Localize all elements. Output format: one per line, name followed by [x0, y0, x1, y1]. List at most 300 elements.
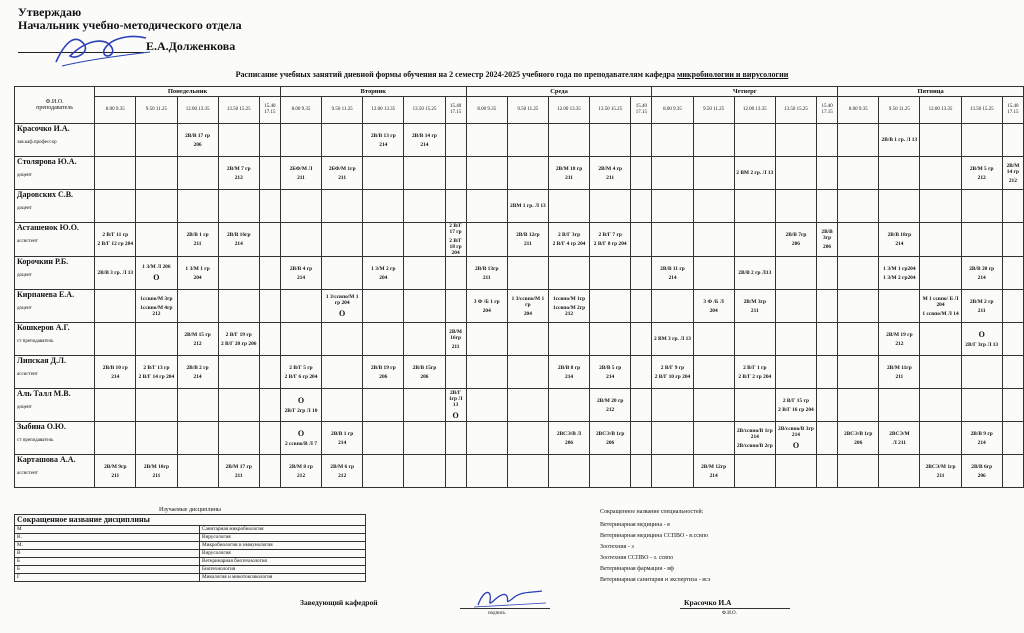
discipline-name: Вирусология — [200, 534, 366, 542]
schedule-cell — [879, 323, 920, 356]
schedule-cell — [404, 356, 445, 389]
schedule-cell — [652, 124, 693, 157]
lesson-entry: 2 В/Г 14 гр 204 — [138, 373, 175, 380]
schedule-cell — [548, 323, 589, 356]
schedule-cell — [445, 389, 466, 422]
disciplines-header: Сокращенное название дисциплины — [15, 515, 366, 526]
schedule-cell — [445, 422, 466, 455]
schedule-cell — [322, 389, 363, 422]
schedule-cell — [280, 124, 321, 157]
lesson-entry: 206 — [791, 241, 800, 247]
discipline-code: Г — [15, 574, 200, 582]
approval-position: Начальник учебно-методического отдела — [18, 18, 242, 32]
lesson-entry: 211 — [895, 373, 904, 380]
lesson-entry: 2В/М 15 гр — [184, 331, 211, 338]
schedule-cell — [218, 157, 259, 190]
specialty-item: Ветеринарная фармация - вф — [600, 566, 674, 572]
lesson-entry: 2 В/Г 2 гр 204 — [738, 373, 772, 380]
time-slot-header: 8.00 9.35 — [838, 97, 879, 124]
teacher-row — [15, 190, 1024, 223]
lesson-entry: 1 З/ссвпо/М 1 гр 204 — [325, 294, 359, 306]
schedule-cell — [652, 157, 693, 190]
schedule-cell — [280, 257, 321, 290]
lesson-entry: 2ВСЭ/В 1гр — [844, 430, 873, 437]
schedule-cell — [590, 124, 631, 157]
discipline-code: М. — [15, 542, 200, 550]
schedule-cell — [838, 455, 879, 488]
lesson-entry: 2В/В 3гр — [821, 229, 833, 241]
schedule-cell — [879, 157, 920, 190]
schedule-cell — [652, 455, 693, 488]
schedule-cell — [734, 257, 775, 290]
schedule-cell — [280, 356, 321, 389]
teacher-position: ассистент — [17, 471, 38, 476]
schedule-cell — [817, 455, 838, 488]
schedule-cell — [404, 323, 445, 356]
discipline-name: Санитарная микробиология — [200, 526, 366, 534]
lesson-entry: 2 В/Г 6 гр 204 — [284, 373, 318, 380]
lesson-entry: 2В/М 3гр — [743, 298, 766, 305]
lesson-entry: 214 — [338, 439, 347, 446]
schedule-cell — [548, 190, 589, 223]
lesson-entry: 206 — [977, 472, 986, 479]
teacher-position: доцент — [17, 306, 32, 311]
lesson-entry: 2В/Г 1гр Л 13 — [448, 390, 463, 408]
schedule-cell — [136, 223, 177, 257]
schedule-cell — [961, 356, 1002, 389]
lesson-entry: 2В/В 14 гр — [411, 132, 437, 139]
day-header: Четверг — [652, 87, 838, 97]
lesson-entry: 214 — [606, 373, 615, 380]
approval-block — [18, 5, 242, 53]
schedule-cell — [259, 455, 280, 488]
schedule-cell — [177, 356, 218, 389]
schedule-cell — [631, 223, 652, 257]
schedule-cell — [920, 422, 961, 455]
lesson-entry: 1ссвпо/М 2гр 212 — [552, 304, 586, 317]
schedule-cell — [652, 223, 693, 257]
schedule-cell — [466, 422, 507, 455]
schedule-cell — [961, 223, 1002, 257]
schedule-cell — [920, 356, 961, 389]
schedule-cell — [1002, 290, 1023, 323]
schedule-cell — [631, 257, 652, 290]
schedule-cell — [775, 356, 816, 389]
schedule-cell — [590, 323, 631, 356]
lesson-entry: 2В/М 10гр — [143, 463, 169, 470]
lesson-entry: 2 ВМ 2 гр. Л 13 — [736, 170, 774, 176]
lesson-entry: 2В/М 12гр — [701, 463, 727, 470]
lesson-entry: 2 В/Г 17 гр — [449, 223, 462, 235]
head-name: Красочко И.А — [684, 598, 732, 607]
lesson-entry: 2В/В 17 гр — [185, 132, 211, 139]
schedule-cell — [280, 389, 321, 422]
schedule-cell — [631, 190, 652, 223]
schedule-cell — [817, 389, 838, 422]
lesson-entry: 2В/М 2 гр — [969, 298, 994, 305]
lesson-entry: 2 В/Г 1 гр — [743, 364, 767, 371]
schedule-cell — [218, 290, 259, 323]
lesson-entry: 2 ВМ 3 гр. Л 13 — [653, 336, 691, 342]
lesson-entry: 2 В/Г 10 гр 204 — [654, 373, 691, 380]
schedule-title: Расписание учебных занятий дневной формы обучения на 2 семестр 2024-2025 учебного года по преподавателям кафедра микробиологии и вирусологии — [235, 70, 789, 79]
schedule-cell — [259, 290, 280, 323]
schedule-cell — [920, 157, 961, 190]
schedule-cell — [734, 422, 775, 455]
lesson-entry: 211 — [977, 307, 986, 314]
lesson-entry: 214 — [668, 274, 677, 281]
schedule-cell — [548, 223, 589, 257]
lesson-entry: 2В/В 10 гр — [102, 364, 128, 371]
teacher-row — [15, 455, 1024, 488]
schedule-cell — [879, 290, 920, 323]
lesson-entry: 204 — [523, 310, 532, 317]
schedule-cell — [322, 323, 363, 356]
schedule-cell — [693, 223, 734, 257]
lesson-entry: 206 — [379, 373, 388, 380]
schedule-cell — [363, 190, 404, 223]
teacher-name-cell — [15, 389, 95, 422]
lesson-entry: 211 — [193, 241, 202, 247]
schedule-cell — [693, 323, 734, 356]
approval-title: Утверждаю — [18, 5, 82, 19]
schedule-cell — [95, 389, 136, 422]
fio-label: Ф.И.О. — [45, 99, 64, 105]
schedule-cell — [1002, 455, 1023, 488]
specialty-item: Ветеринарная медицина - в — [600, 522, 670, 528]
lesson-entry: 2БФ/М Л — [289, 165, 313, 172]
lesson-entry: 2 В/Г 16 гр 204 — [778, 406, 814, 413]
schedule-cell — [817, 323, 838, 356]
signature-mark-icon — [470, 585, 550, 611]
schedule-cell — [322, 455, 363, 488]
schedule-cell — [693, 190, 734, 223]
schedule-cell — [734, 223, 775, 257]
lesson-entry: 2В/М 11гр — [886, 364, 912, 371]
discipline-code: В — [15, 550, 200, 558]
schedule-cell — [95, 356, 136, 389]
lesson-entry: 211 — [111, 472, 120, 479]
discipline-code: Б — [15, 566, 200, 574]
schedule-cell — [775, 257, 816, 290]
lesson-entry: 211 — [482, 274, 491, 281]
specialty-item: Ветеринарная медицина ССПВО - в.ссвпо — [600, 533, 708, 539]
schedule-cell — [590, 422, 631, 455]
schedule-cell — [775, 422, 816, 455]
schedule-cell — [590, 356, 631, 389]
schedule-cell — [817, 257, 838, 290]
time-slot-header: 12.00 13.35 — [548, 97, 589, 124]
lesson-entry: 2В/М 6 гр — [330, 463, 354, 470]
schedule-cell — [693, 389, 734, 422]
schedule-cell — [259, 190, 280, 223]
schedule-cell — [95, 422, 136, 455]
circle-mark: О — [452, 411, 459, 420]
teacher-name: Асташенок Ю.О. — [17, 223, 79, 232]
schedule-cell — [961, 389, 1002, 422]
teacher-name: Карташова А.А. — [17, 455, 76, 464]
lesson-entry: 214 — [977, 274, 986, 281]
schedule-cell — [177, 455, 218, 488]
schedule-cell — [218, 389, 259, 422]
schedule-cell — [466, 290, 507, 323]
lesson-entry: 2 В/Г 4 гр 204 — [552, 241, 586, 247]
lesson-entry: 2В/В 20 гр — [969, 265, 995, 272]
schedule-cell — [445, 124, 466, 157]
schedule-cell — [817, 124, 838, 157]
schedule-cell — [363, 157, 404, 190]
schedule-cell — [920, 257, 961, 290]
schedule-cell — [322, 290, 363, 323]
schedule-cell — [734, 389, 775, 422]
schedule-cell — [177, 323, 218, 356]
schedule-cell — [817, 356, 838, 389]
head-of-department-label: Заведующий кафедрой — [300, 598, 378, 607]
schedule-cell — [322, 190, 363, 223]
schedule-cell — [961, 257, 1002, 290]
time-slot-header: 13.50 15.25 — [590, 97, 631, 124]
schedule-cell — [961, 124, 1002, 157]
time-slot-header: 8.00 9.35 — [466, 97, 507, 124]
schedule-cell — [177, 124, 218, 157]
schedule-cell — [961, 323, 1002, 356]
schedule-cell — [445, 190, 466, 223]
schedule-cell — [363, 290, 404, 323]
schedule-cell — [590, 257, 631, 290]
schedule-cell — [507, 389, 548, 422]
schedule-cell — [322, 257, 363, 290]
day-header: Вторник — [280, 87, 466, 97]
schedule-table — [14, 86, 1024, 488]
schedule-cell — [775, 190, 816, 223]
lesson-entry: 211 — [451, 343, 460, 350]
schedule-cell — [218, 257, 259, 290]
schedule-cell — [1002, 190, 1023, 223]
lesson-entry: 1 З/ссвпо/М 1 гр — [511, 295, 545, 308]
day-header: Пятница — [838, 87, 1024, 97]
lesson-entry: 2В/В 8 гр — [557, 364, 581, 371]
lesson-entry: 206 — [854, 439, 863, 446]
lesson-entry: 2В/В 13гр — [474, 265, 499, 272]
teacher-name: Даровских С.В. — [17, 190, 74, 199]
schedule-cell — [259, 257, 280, 290]
lesson-entry: 2 В/Г 13 гр — [143, 364, 170, 371]
schedule-cell — [879, 190, 920, 223]
lesson-entry: 2ВСЭ/М — [889, 430, 910, 437]
lesson-entry: 206 — [565, 439, 574, 446]
schedule-cell — [693, 422, 734, 455]
schedule-cell — [920, 124, 961, 157]
teacher-position: доцент — [17, 173, 32, 178]
lesson-entry: 214 — [193, 373, 202, 380]
schedule-cell — [1002, 389, 1023, 422]
lesson-entry: 2 В/Г 7 гр — [598, 232, 622, 238]
schedule-cell — [177, 223, 218, 257]
time-slot-header: 9.50 11.25 — [507, 97, 548, 124]
lesson-entry: 212 — [296, 472, 306, 479]
schedule-cell — [838, 257, 879, 290]
lesson-entry: 3 Ф /Б 1 гр — [473, 298, 500, 305]
lesson-entry: 2В/В 1 гр. Л 13 — [881, 137, 918, 143]
schedule-cell — [693, 455, 734, 488]
lesson-entry: 2 В/Г 9 гр — [660, 364, 685, 371]
teacher-name: Красочко И.А. — [17, 124, 70, 133]
schedule-cell — [838, 157, 879, 190]
lesson-entry: 1 З/М 1 гр204 — [883, 265, 916, 272]
schedule-cell — [775, 223, 816, 257]
discipline-code: В. — [15, 534, 200, 542]
teacher-name-cell — [15, 190, 95, 223]
schedule-cell — [1002, 323, 1023, 356]
teacher-name-cell — [15, 356, 95, 389]
schedule-cell — [466, 223, 507, 257]
schedule-cell — [1002, 257, 1023, 290]
lesson-entry: 2В/В 6гр — [971, 463, 993, 470]
time-slot-header: 13.50 15.25 — [961, 97, 1002, 124]
schedule-cell — [693, 257, 734, 290]
schedule-cell — [363, 323, 404, 356]
department-name: микробиологии и вирусологии — [676, 70, 789, 79]
schedule-cell — [838, 124, 879, 157]
lesson-entry: 212 — [895, 340, 904, 347]
schedule-cell — [838, 422, 879, 455]
schedule-cell — [218, 190, 259, 223]
schedule-cell — [95, 290, 136, 323]
teacher-name-cell — [15, 157, 95, 190]
disciplines-caption: Изучаемые дисциплины — [15, 507, 366, 515]
lesson-entry: 2В/ссвпо/В 1гр 214 — [736, 427, 773, 440]
teacher-name: Кошкеров А.Г. — [17, 323, 70, 332]
schedule-cell — [363, 223, 404, 257]
schedule-cell — [466, 190, 507, 223]
time-slot-header: 8.00 9.35 — [280, 97, 321, 124]
schedule-cell — [590, 455, 631, 488]
lesson-entry: 2В/В 11 гр — [660, 265, 685, 272]
schedule-cell — [548, 356, 589, 389]
schedule-cell — [363, 422, 404, 455]
schedule-cell — [507, 223, 548, 257]
schedule-cell — [775, 290, 816, 323]
schedule-cell — [259, 422, 280, 455]
lesson-entry: 206 — [193, 141, 202, 148]
teacher-row — [15, 124, 1024, 157]
schedule-cell — [507, 157, 548, 190]
schedule-cell — [631, 422, 652, 455]
schedule-cell — [136, 257, 177, 290]
schedule-cell — [879, 422, 920, 455]
time-slot-header: 9.50 11.25 — [693, 97, 734, 124]
schedule-cell — [817, 422, 838, 455]
time-slot-header: 8.00 9.35 — [652, 97, 693, 124]
teacher-position: доцент — [17, 273, 32, 278]
schedule-cell — [961, 422, 1002, 455]
schedule-cell — [322, 124, 363, 157]
schedule-cell — [136, 389, 177, 422]
schedule-cell — [879, 356, 920, 389]
schedule-cell — [95, 124, 136, 157]
discipline-name: Микробиология и иммунология — [200, 542, 366, 550]
lesson-entry: 2В/М 5 гр — [969, 165, 994, 172]
time-slot-header: 12.00 13.35 — [920, 97, 961, 124]
lesson-entry: 212 — [338, 472, 347, 479]
schedule-cell — [920, 455, 961, 488]
lesson-entry: М 1 ссвпо/ Б Л 204 — [922, 295, 959, 308]
teacher-name-cell — [15, 323, 95, 356]
schedule-cell — [404, 223, 445, 257]
teacher-row — [15, 290, 1024, 323]
signature-mark-icon — [46, 30, 156, 70]
schedule-cell — [838, 356, 879, 389]
schedule-cell — [445, 223, 466, 257]
schedule-cell — [879, 455, 920, 488]
lesson-entry: 204 — [709, 307, 718, 314]
schedule-cell — [590, 157, 631, 190]
schedule-cell — [631, 389, 652, 422]
schedule-cell — [259, 323, 280, 356]
specialty-item: Ветеринарная санитария и экспертиза - всэ — [600, 577, 711, 583]
schedule-cell — [259, 223, 280, 257]
lesson-entry: 2 В/Г 3гр — [558, 232, 581, 238]
teacher-position: доцент — [17, 405, 32, 410]
schedule-cell — [363, 124, 404, 157]
lesson-entry: 1 ссвпо/М Л 14 — [922, 310, 959, 317]
lesson-entry: 211 — [297, 174, 305, 181]
discipline-row — [15, 550, 366, 558]
lesson-entry: 2 В/Г 11 гр — [102, 232, 129, 238]
discipline-name: Вирусология — [200, 550, 366, 558]
schedule-cell — [1002, 422, 1023, 455]
schedule-cell — [920, 290, 961, 323]
schedule-cell — [920, 190, 961, 223]
schedule-cell — [466, 124, 507, 157]
lesson-entry: 2ВСЭ/В 1гр — [595, 430, 625, 437]
time-slot-header: 15.40 17.15 — [817, 97, 838, 124]
schedule-cell — [445, 257, 466, 290]
lesson-entry: 2ВСЭ/М 1гр — [925, 463, 956, 470]
lesson-entry: 2В/В 3 гр. Л 13 — [97, 270, 134, 276]
specialty-item: Зоотехния ССПВО - з. ссвпо — [600, 555, 674, 561]
lesson-entry: 2В/М 18 гр — [555, 165, 583, 172]
schedule-cell — [404, 455, 445, 488]
schedule-cell — [817, 223, 838, 257]
teacher-position: ст преподаватель — [17, 438, 54, 443]
lesson-entry: 2В/М 8 гр — [289, 463, 313, 470]
teacher-name: Зыбина О.Ю. — [17, 422, 66, 431]
lesson-entry: 206 — [606, 439, 615, 446]
lesson-entry: 211 — [234, 472, 243, 479]
schedule-cell — [404, 157, 445, 190]
schedule-cell — [177, 157, 218, 190]
schedule-cell — [259, 389, 280, 422]
lesson-entry: 2БФ/М 1гр — [328, 165, 356, 172]
schedule-cell — [548, 422, 589, 455]
lesson-entry: 2В/В 12гр — [516, 232, 540, 238]
teacher-name: Аль Талл М.В. — [17, 389, 71, 398]
time-slot-header: 13.50 15.25 — [775, 97, 816, 124]
lesson-entry: 212 — [977, 174, 986, 181]
lesson-entry: 211 — [936, 472, 945, 479]
specialties-caption: Сокращенное название специальностей: — [600, 509, 704, 515]
lesson-entry: 2В/М 9гр — [104, 463, 127, 470]
schedule-cell — [652, 290, 693, 323]
schedule-cell — [507, 323, 548, 356]
time-slot-header: 15.40 17.15 — [1002, 97, 1023, 124]
schedule-cell — [95, 455, 136, 488]
lesson-entry: 2В/Г 2гр Л 10 — [284, 408, 318, 414]
teacher-position: зав.каф.профессор — [17, 140, 57, 145]
schedule-cell — [920, 389, 961, 422]
schedule-cell — [507, 422, 548, 455]
